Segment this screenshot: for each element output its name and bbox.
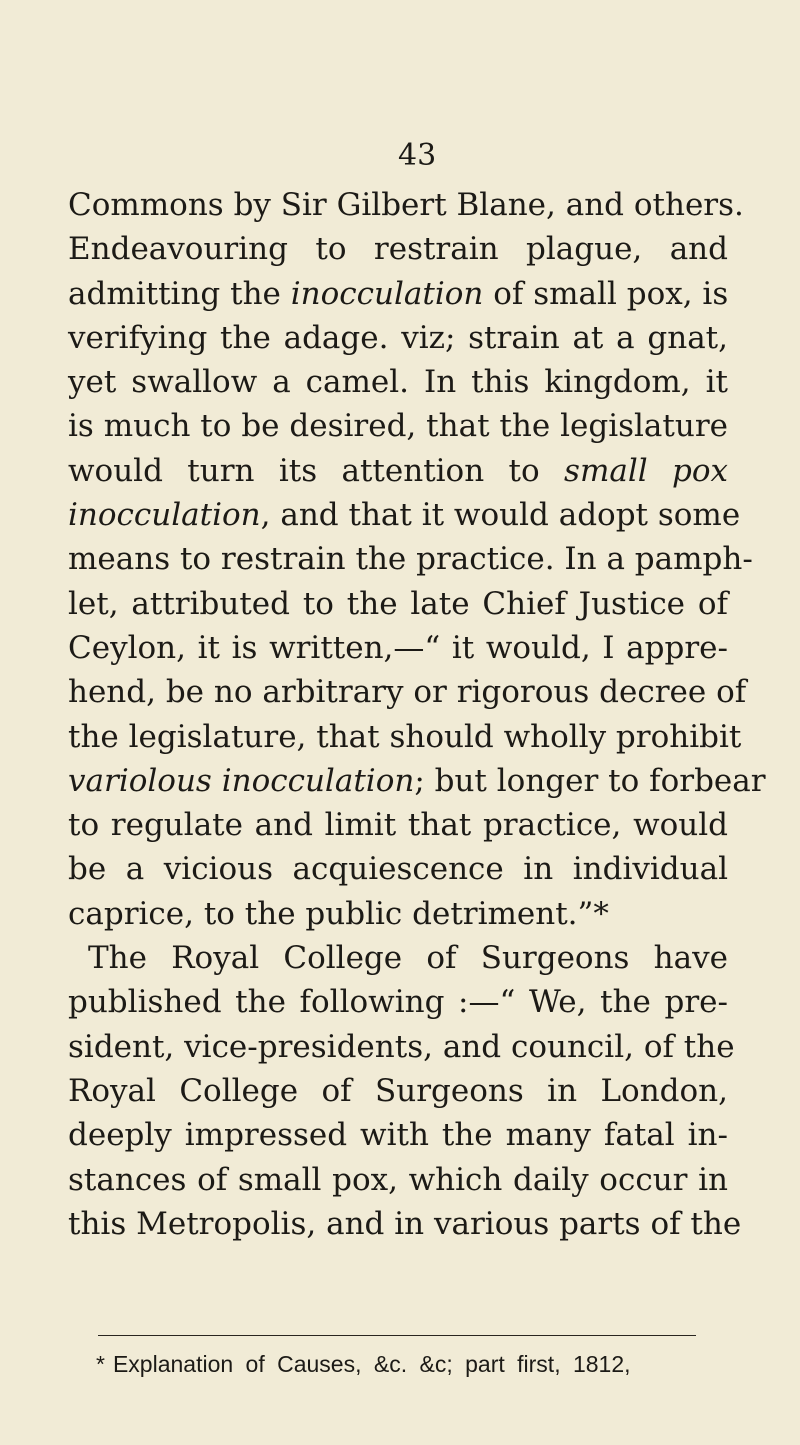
footnote-rule [98, 1335, 696, 1336]
text-line: published the following :—“ We, the pre- [68, 984, 728, 1021]
footnote [96, 1348, 716, 1380]
text-line: deeply impressed with the many fatal in- [68, 1117, 728, 1154]
text-line: sident, vice-presidents, and council, of the [68, 1028, 735, 1065]
text-line: let, attributed to the late Chief Justice of [68, 585, 728, 622]
text-line: Endeavouring to restrain plague, and [68, 231, 728, 268]
page-number: 43 [398, 138, 437, 173]
text-line: means to restrain the practice. In a pamph- [68, 541, 753, 578]
text-line: verifying the adage. viz; strain at a gnat, [68, 319, 728, 356]
footnote-mark: * [96, 1351, 105, 1377]
text-line: stances of small pox, which daily occur in [68, 1161, 728, 1198]
text-line: Royal College of Surgeons in London, [68, 1072, 728, 1109]
text-line: variolous inocculation; but longer to forbear [68, 762, 766, 799]
text-line: admitting the inocculation of small pox, is [68, 275, 729, 312]
text-line: is much to be desired, that the legislature [68, 408, 728, 445]
text-line: caprice, to the public detriment.”* [68, 895, 609, 932]
text-line: would turn its attention to small pox [68, 452, 728, 489]
text-line: to regulate and limit that practice, would [68, 807, 728, 844]
body-text [68, 183, 766, 1246]
text-line: hend, be no arbitrary or rigorous decree of [68, 674, 747, 711]
text-line: The Royal College of Surgeons have [88, 940, 728, 977]
text-line: inocculation, and that it would adopt some [68, 497, 741, 534]
footnote-text: Explanation of Causes, &c. &c; part first, 1812, [112, 1351, 631, 1377]
text-line: be a vicious acquiescence in individual [68, 851, 728, 888]
text-line: this Metropolis, and in various parts of the [68, 1205, 742, 1242]
text-line: the legislature, that should wholly prohibit [68, 718, 742, 755]
text-line: Commons by Sir Gilbert Blane, and others. [68, 187, 744, 223]
text-line: Ceylon, it is written,—“ it would, I appre- [68, 629, 728, 666]
text-line: yet swallow a camel. In this kingdom, it [68, 364, 728, 401]
